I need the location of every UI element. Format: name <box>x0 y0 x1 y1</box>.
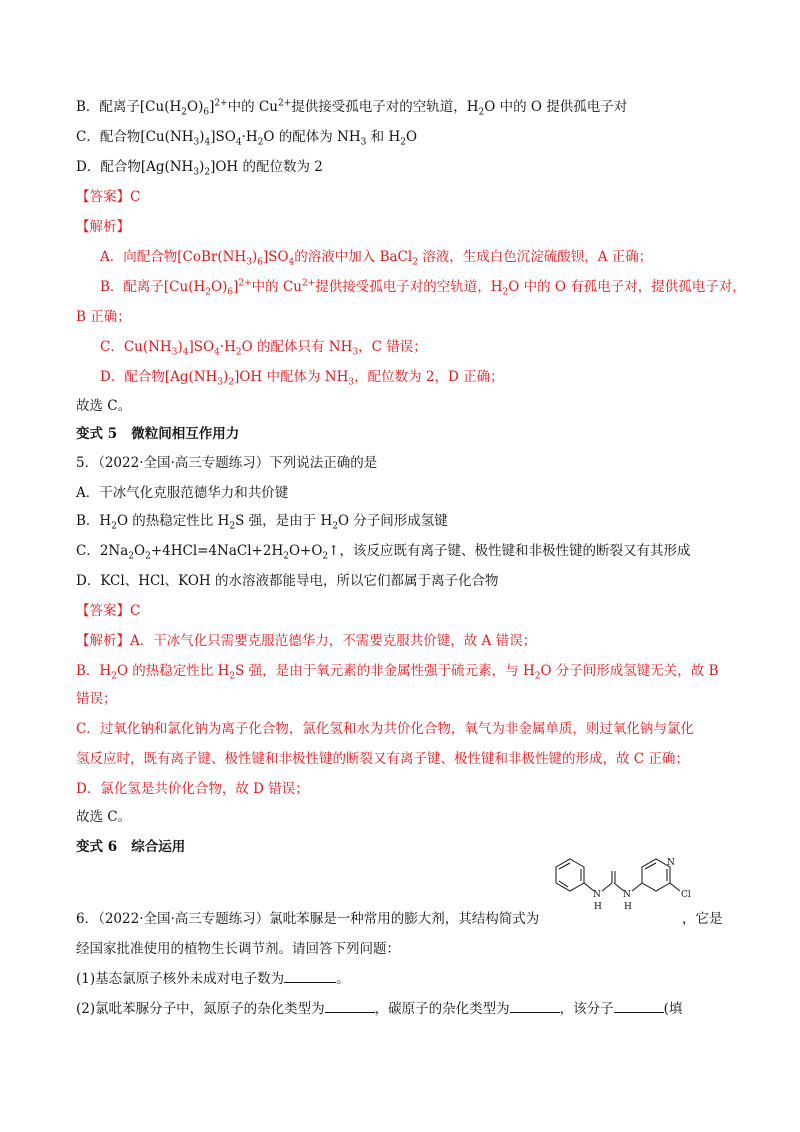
q5-option-b: B．$H_2O$ 的热稳定性比 $H_2S$ 强，是由于 $H_2O$ 分子间形成氢键 <box>76 513 448 532</box>
q4-explain-d: D．配合物$[Ag(NH_3)_2]OH$ 中配体为 $NH_3$，配位数为 2，D 正确； <box>100 369 504 388</box>
q5-analysis-d: D．氯化氢是共价化合物，故 D 错误； <box>76 781 309 797</box>
struct-h1: H <box>594 902 602 912</box>
q4-explain-b-cont: B 正确； <box>76 309 131 325</box>
pyridine-ring <box>642 859 670 891</box>
q4-analysis-label: 【解析】 <box>76 219 130 235</box>
q4-explain-c: C．$Cu(NH_3)_4]SO_4\cdot H_2O$ 的配体只有 $NH_3$，C 错误； <box>100 339 427 358</box>
q4-explain-a: A．向配合物$[CoBr(NH_3)_6]SO_4$的溶液中加入 BaCl$_2$ 溶液，生成白色沉淀硫酸钡，A 正确； <box>100 249 653 268</box>
q5-analysis-c: C．过氧化钠和氯化钠为离子化合物，氯化氢和水为共价化合物，氧气为非金属单质，则过氧化钠与氯化 <box>76 721 694 737</box>
struct-n1: N <box>593 890 601 900</box>
struct-n2: N <box>623 890 631 900</box>
benzene-ring <box>556 859 584 891</box>
q4-option-b: B．配离子$[Cu(H_2O)_6]^{2+}$中的 $Cu^{2+}$提供接受孤电子对的空轨道，$H_2O$ 中的 O 提供孤电子对 <box>76 98 628 118</box>
q4-answer: 【答案】C <box>76 189 141 205</box>
q6-question-1: (1)基态氯原子核外未成对电子数为 。 <box>76 971 350 987</box>
struct-h2: H <box>624 902 632 912</box>
q4-explain-b: B．配离子$[Cu(H_2O)_6]^{2+}$中的 $Cu^{2+}$提供接受孤电子对的空轨道，$H_2O$ 中的 O 有孤电子对，提供孤电子对， <box>100 278 746 298</box>
q6-stem-end: ，它是 <box>682 911 723 927</box>
q5-analysis-b: B．$H_2O$ 的热稳定性比 $H_2S$ 强，是由于氧元素的非金属性强于硫元素，与 $H_2O$ 分子间形成氢键无关，故 B <box>76 663 719 682</box>
variant6-heading: 变式 6 综合运用 <box>76 839 186 855</box>
q5-analysis-c-cont: 氢反应时，既有离子键、极性键和非极性键的断裂又有离子键、极性键和非极性键的形成，故 C 正确； <box>76 751 689 767</box>
q5-analysis-a: 【解析】A．干冰气化只需要克服范德华力，不需要克服共价键，故 A 错误； <box>76 633 537 649</box>
q4-conclusion: 故选 C。 <box>76 398 132 414</box>
q5-answer: 【答案】C <box>76 603 141 619</box>
q5-option-d: D．KCl、HCl、KOH 的水溶液都能导电，所以它们都属于离子化合物 <box>76 573 499 589</box>
q5-conclusion: 故选 C。 <box>76 809 132 825</box>
q5-option-a: A．干冰气化克服范德华力和共价键 <box>76 485 289 501</box>
answer-blank[interactable] <box>614 1000 664 1013</box>
q6-stem-cont: 经国家批准使用的植物生长调节剂。请回答下列问题： <box>76 941 400 957</box>
answer-blank[interactable] <box>284 970 336 983</box>
q6-stem: 6．（2022·全国·高三专题练习）氯吡苯脲是一种常用的膨大剂，其结构简式为 <box>76 911 540 927</box>
answer-blank[interactable] <box>510 1000 560 1013</box>
q4-option-d: D．配合物$[Ag(NH_3)_2]OH$ 的配位数为 2 <box>76 159 323 178</box>
q5-stem: 5．（2022·全国·高三专题练习）下列说法正确的是 <box>76 455 378 471</box>
q5-option-c: C．$2Na_2O_2+4HCl=4NaCl+2H_2O+O_2↑$，该反应既有离子键、极性键和非极性键的断裂又有其形成 <box>76 543 691 562</box>
q6-question-2: (2)氯吡苯脲分子中，氮原子的杂化类型为 ，碳原子的杂化类型为 ，该分子 (填 <box>76 1001 683 1017</box>
q4-option-c: C．配合物$[Cu(NH_3)_4]SO_4\cdot H_2O$ 的配体为 $NH_3$ 和 $H_2O$ <box>76 129 418 148</box>
struct-n3: N <box>667 858 675 868</box>
answer-blank[interactable] <box>325 1000 375 1013</box>
variant5-heading: 变式 5 微粒间相互作用力 <box>76 426 240 442</box>
q5-analysis-b-cont: 错误； <box>76 691 117 707</box>
struct-cl: Cl <box>681 890 691 900</box>
